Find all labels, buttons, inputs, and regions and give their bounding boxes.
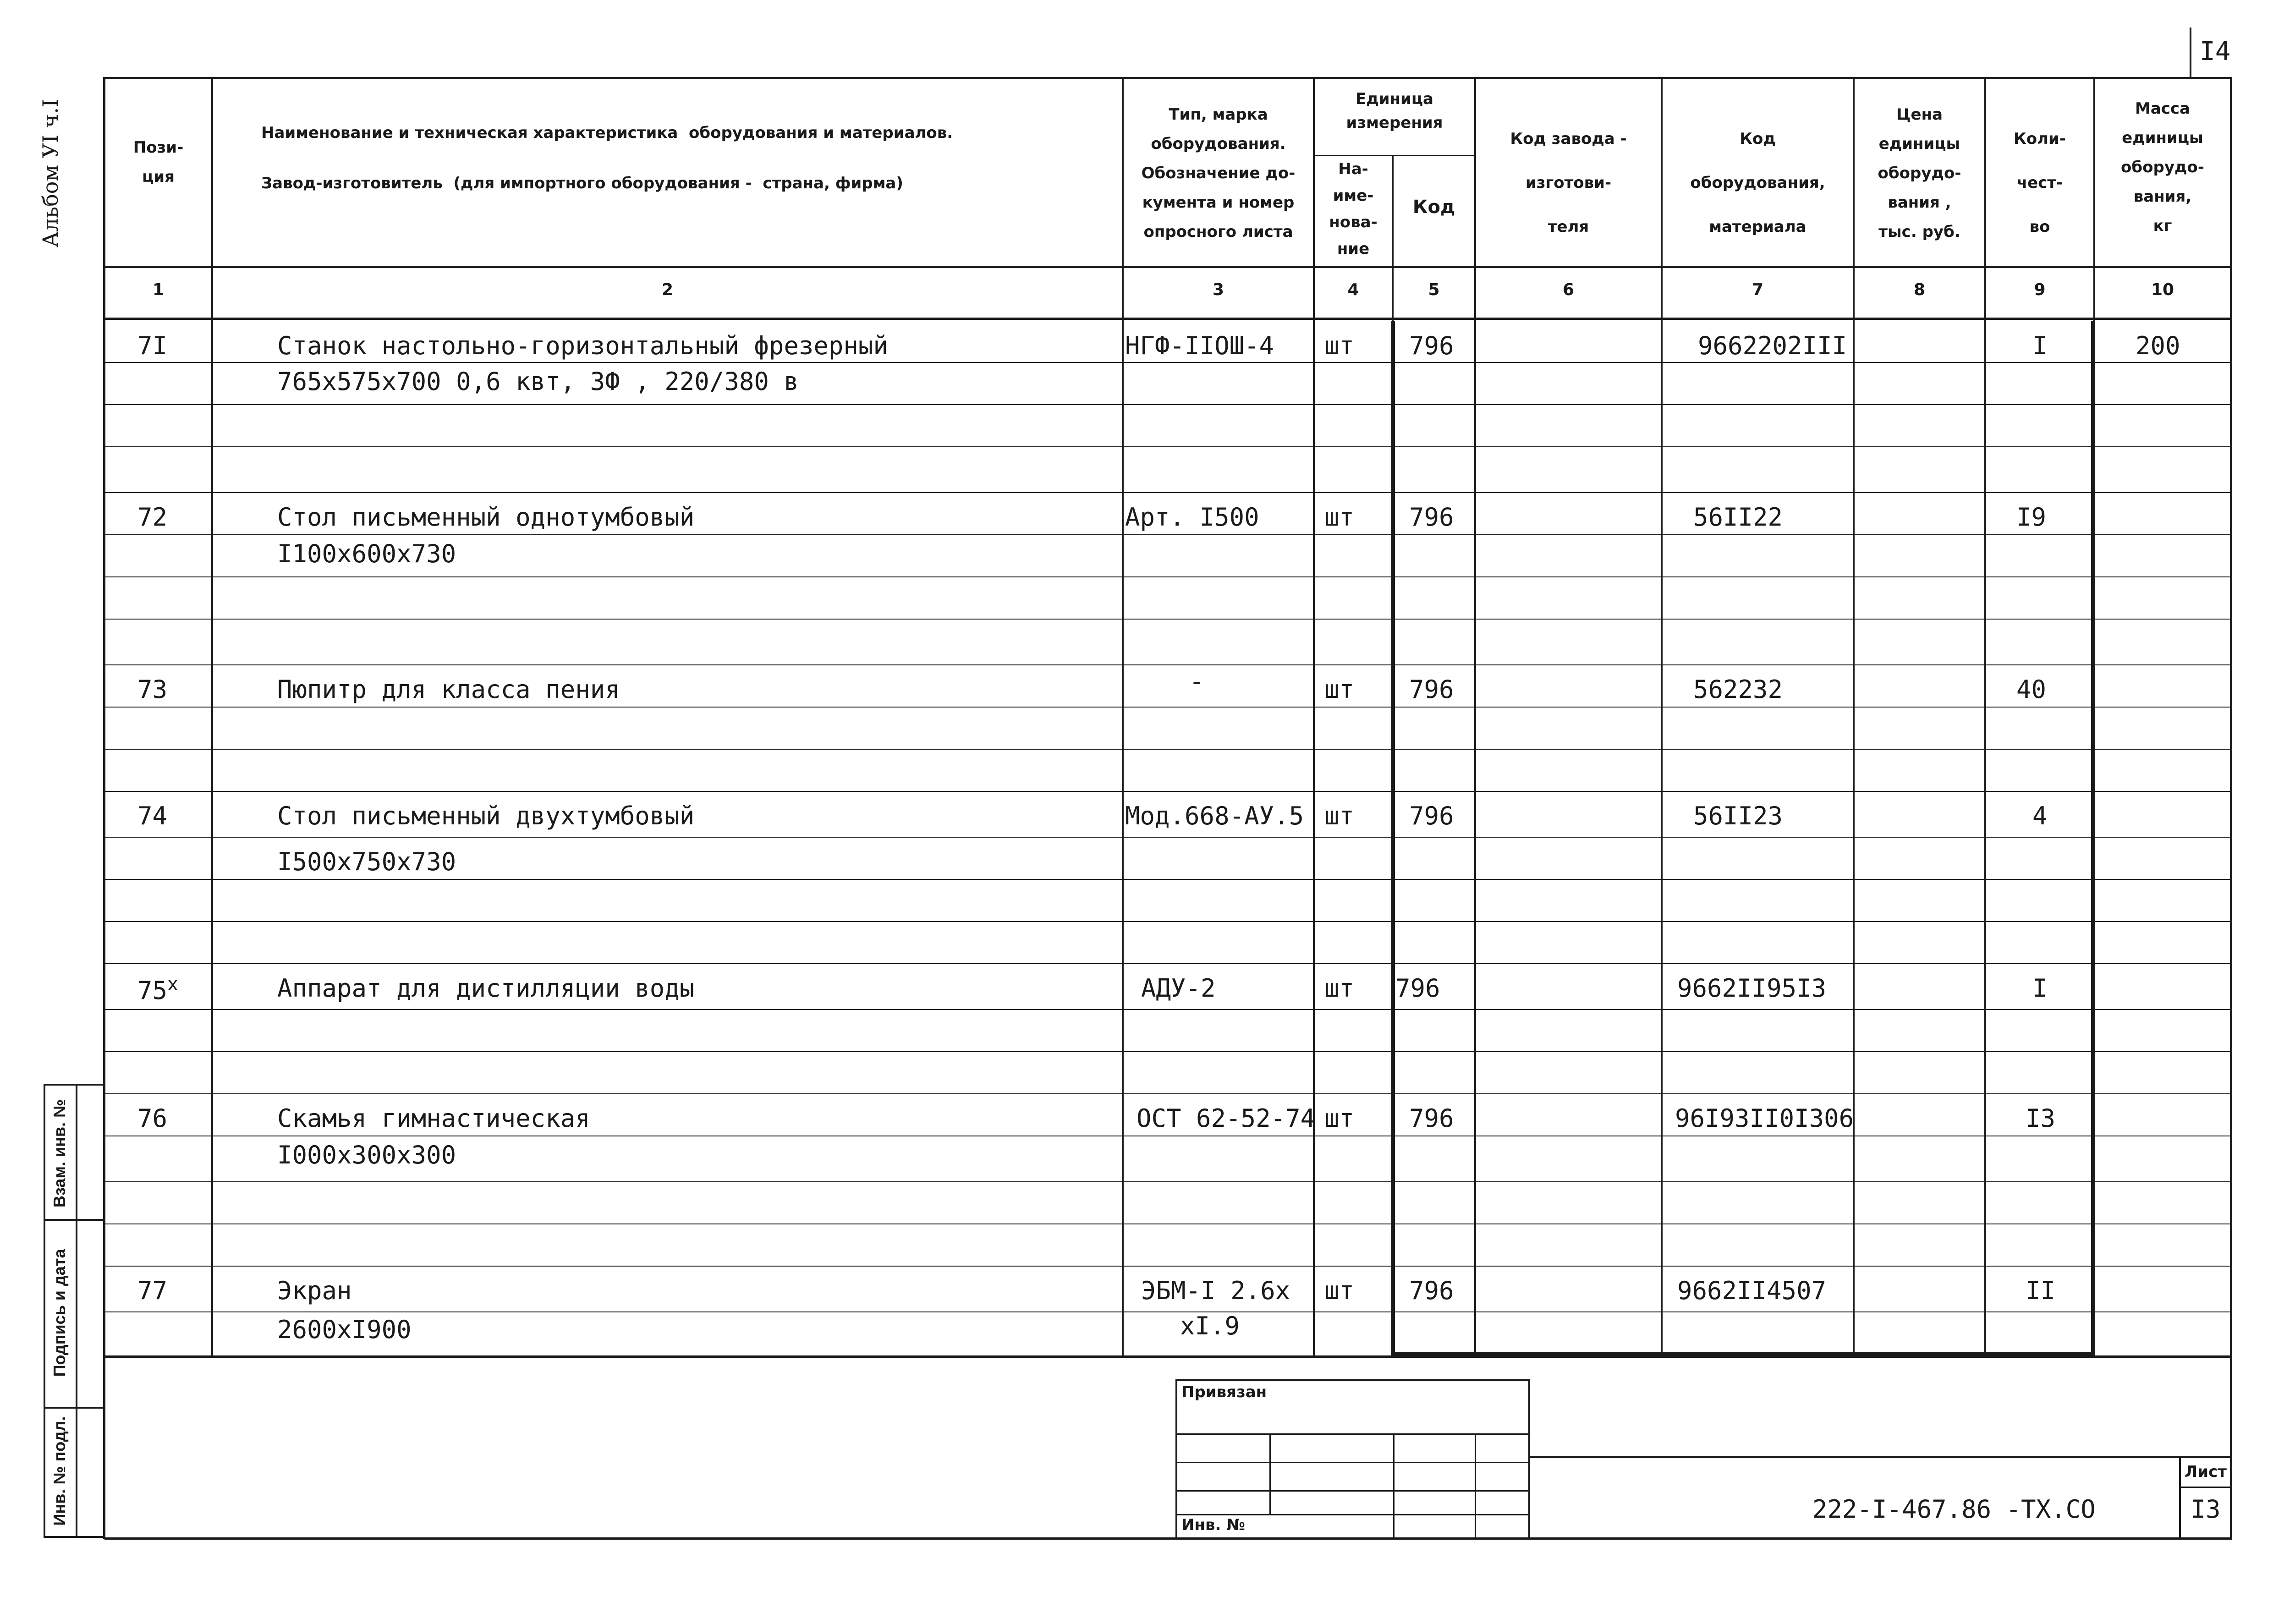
row-name: Экран — [277, 1276, 352, 1305]
header-equipment-code: Код оборудования, материала — [1690, 130, 1825, 236]
row-type: Арт. I500 — [1125, 503, 1259, 532]
col-number-7: 7 — [1751, 280, 1764, 299]
header-position: Пози- ция — [133, 138, 184, 186]
page-number: I4 — [2200, 37, 2231, 66]
row-name: Аппарат для дистилляции воды — [277, 974, 695, 1003]
row-position-mark: х — [167, 974, 179, 995]
row-mass: 200 — [2136, 331, 2180, 360]
row-type: - — [1189, 667, 1204, 696]
row-type: НГФ-IIОШ-4 — [1125, 331, 1274, 360]
row-type: Мод.668-АУ.5 — [1125, 801, 1304, 830]
sheet-label: Лист — [2185, 1463, 2227, 1481]
stamp-inv: Инв. № — [1181, 1516, 1246, 1534]
header-type: Тип, марка оборудования. Обозначение до- кумента и номер опросного листа — [1141, 105, 1296, 241]
header-unit-group: Единица измерения — [1346, 90, 1443, 132]
row-position: 76 — [137, 1104, 168, 1133]
row-name-detail: I100х600х730 — [277, 539, 456, 568]
col-number-10: 10 — [2151, 280, 2174, 299]
col-number-2: 2 — [661, 280, 674, 299]
row-quantity: I3 — [2026, 1104, 2056, 1133]
row-equipment-code: 9662II95I3 — [1677, 974, 1827, 1003]
col-number-8: 8 — [1913, 280, 1926, 299]
row-unit-code: 796 — [1409, 1276, 1454, 1305]
row-name: Стол письменный однотумбовый — [277, 503, 695, 532]
row-quantity: I9 — [2016, 503, 2047, 532]
album-label: Альбом УI ч.I — [38, 99, 63, 247]
header-unit-code: Код — [1412, 197, 1455, 218]
row-equipment-code: 9662II4507 — [1677, 1276, 1827, 1305]
col-number-1: 1 — [152, 280, 165, 299]
header-name-line1: Наименование и техническая характеристика оборудования и материалов. — [261, 124, 953, 142]
row-unit-code: 796 — [1409, 1104, 1454, 1133]
row-position: 74 — [137, 801, 168, 830]
row-unit: шт — [1324, 503, 1355, 532]
row-position — [137, 974, 178, 1005]
row-unit: шт — [1324, 1276, 1355, 1305]
col-number-4: 4 — [1347, 280, 1359, 299]
row-position: 7I — [137, 331, 168, 360]
row-unit-code: 796 — [1409, 503, 1454, 532]
row-position: 72 — [137, 503, 168, 532]
row-unit: шт — [1324, 675, 1355, 704]
row-quantity: I — [2032, 974, 2048, 1003]
col-number-5: 5 — [1428, 280, 1440, 299]
row-unit-code: 796 — [1409, 675, 1454, 704]
header-mass: Масса единицы оборудо- вания, кг — [2121, 99, 2204, 235]
row-name: Пюпитр для класса пения — [277, 675, 620, 704]
header-unit-name: На- име- нова- ние — [1329, 160, 1378, 258]
row-name-detail: I000х300х300 — [277, 1141, 456, 1169]
row-name: Стол письменный двухтумбовый — [277, 801, 695, 830]
row-position-number: 75 — [137, 976, 168, 1005]
header-price: Цена единицы оборудо- вания , тыс. руб. — [1878, 105, 1961, 241]
header-name — [261, 124, 1114, 192]
row-equipment-code: 9662202III — [1698, 331, 1847, 360]
row-equipment-code: 56II23 — [1693, 801, 1783, 830]
sheet-number: I3 — [2191, 1495, 2221, 1524]
row-name: Скамья гимнастическая — [277, 1104, 590, 1133]
header-quantity: Коли- чест- во — [2014, 130, 2066, 236]
row-quantity: 40 — [2016, 675, 2047, 704]
row-unit-code: 796 — [1409, 331, 1454, 360]
row-equipment-code: 562232 — [1693, 675, 1783, 704]
document-code: 222-I-467.86 -ТХ.СО — [1812, 1495, 2096, 1524]
header-name-line2: Завод-изготовитель (для импортного оборудования - страна, фирма) — [261, 174, 903, 192]
row-unit-code: 796 — [1409, 801, 1454, 830]
header-factory-code: Код завода - изготови- теля — [1510, 130, 1627, 236]
row-name-detail: 765х575х700 0,6 квт, 3Ф , 220/380 в — [277, 367, 799, 396]
row-unit: шт — [1324, 1104, 1355, 1133]
row-type: ЭБМ-I 2.6х — [1141, 1276, 1290, 1305]
row-equipment-code: 56II22 — [1693, 503, 1783, 532]
side-label-podpis: Подпись и дата — [50, 1249, 69, 1377]
row-quantity: I — [2032, 331, 2048, 360]
row-name-detail: 2600хI900 — [277, 1315, 412, 1344]
row-unit: шт — [1324, 331, 1355, 360]
col-number-9: 9 — [2034, 280, 2046, 299]
col-number-6: 6 — [1562, 280, 1575, 299]
row-equipment-code: 96I93II0I306 — [1675, 1104, 1854, 1133]
side-label-vzam: Взам. инв. № — [50, 1099, 69, 1208]
row-name-detail: I500х750х730 — [277, 847, 456, 876]
row-unit: шт — [1324, 974, 1355, 1003]
stamp-privyazan: Привязан — [1181, 1383, 1267, 1401]
row-type: АДУ-2 — [1141, 974, 1216, 1003]
side-label-inv: Инв. № подл. — [50, 1416, 69, 1526]
row-position: 77 — [137, 1276, 168, 1305]
row-name: Станок настольно-горизонтальный фрезерный — [277, 331, 888, 360]
row-quantity: II — [2026, 1276, 2056, 1305]
row-type-detail: хI.9 — [1180, 1311, 1240, 1340]
row-unit: шт — [1324, 801, 1355, 830]
col-number-3: 3 — [1212, 280, 1224, 299]
row-unit-code: 796 — [1395, 974, 1440, 1003]
row-position: 73 — [137, 675, 168, 704]
row-type: ОСТ 62-52-74 — [1136, 1104, 1316, 1133]
row-quantity: 4 — [2032, 801, 2048, 830]
